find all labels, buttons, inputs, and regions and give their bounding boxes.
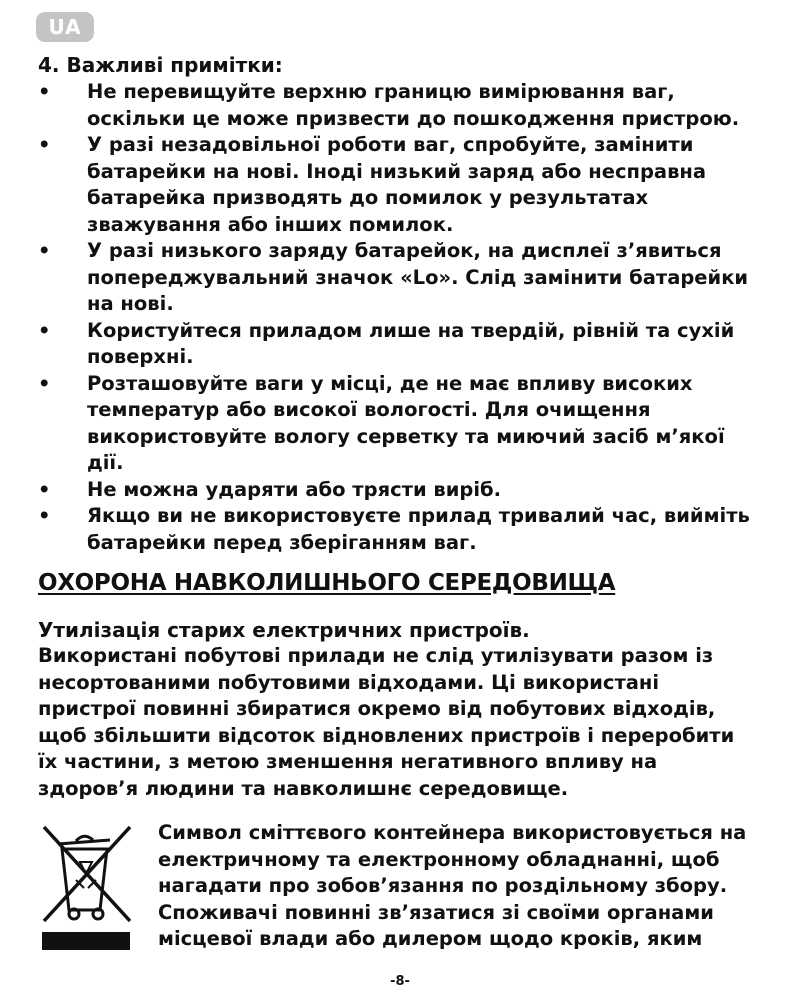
list-item: [38, 371, 758, 477]
bullet-icon: •: [38, 504, 51, 527]
section-title: ОХОРОНА НАВКОЛИШНЬОГО СЕРЕДОВИЩА: [38, 570, 616, 596]
bullet-icon: •: [38, 133, 51, 156]
list-item-text: Не перевищуйте верхню границю вимірювання ваг, оскільки це може призвести до пошкодження пристрою.: [87, 80, 740, 130]
language-badge: UA: [36, 12, 94, 42]
list-item: [38, 503, 758, 556]
list-item-text: У разі незадовільної роботи ваг, спробуйте, замінити батарейки на нові. Іноді низький заряд або несправна батарейка призводять до помилок у результатах зважування або інших помилок.: [87, 133, 707, 236]
list-item: [38, 132, 758, 238]
crossed-out-bin-icon: [36, 822, 136, 952]
list-item: [38, 238, 758, 318]
disposal-subheading: Утилізація старих електричних пристроїв.: [38, 618, 530, 642]
page-number: -8-: [390, 974, 410, 989]
bullet-icon: •: [38, 80, 51, 103]
bullet-icon: •: [38, 239, 51, 262]
bullet-icon: •: [38, 477, 51, 501]
list-item: [38, 318, 758, 371]
notes-heading: 4. Важливі примітки:: [38, 53, 283, 77]
list-item-text: Якщо ви не використовуєте прилад тривалий час, вийміть батарейки перед зберіганням ваг.: [87, 504, 750, 554]
notes-list: [38, 79, 758, 556]
list-item-text: У разі низького заряду батарейок, на дисплеї з’явиться попереджувальний значок «Lo». Слід замінити батарейки на нові.: [87, 239, 749, 315]
bullet-icon: •: [38, 318, 51, 342]
bullet-icon: •: [38, 371, 51, 395]
list-item-text: Користуйтеся приладом лише на твердій, рівній та сухій поверхні.: [87, 318, 735, 368]
symbol-paragraph: Символ сміттєвого контейнера використовується на електричному та електронному обладнанні, щоб нагадати про зобов’язання по роздільному збору. Споживачі повинні зв’язатися зі своїми органами місцевої влади або дилером щодо кроків, яким: [158, 821, 747, 950]
list-item-text: Розташовуйте ваги у місці, де не має впливу високих температур або високої вологості. Для очищення використовуйте вологу серветку та миючий засіб м’якої дії.: [87, 371, 725, 474]
list-item-text: Не можна ударяти або трясти виріб.: [87, 477, 502, 501]
list-item: [38, 79, 758, 132]
disposal-paragraph: Використані побутові прилади не слід утилізувати разом із несортованими побутовими відходами. Ці використані пристрої повинні збиратися окремо від побутових відходів, щоб збільшити відсоток відновлених пристроїв і переробити їх частини, з метою зменшення негативного впливу на здоров’я людини та навколишнє середовище.: [38, 644, 735, 800]
list-item: [38, 477, 758, 504]
